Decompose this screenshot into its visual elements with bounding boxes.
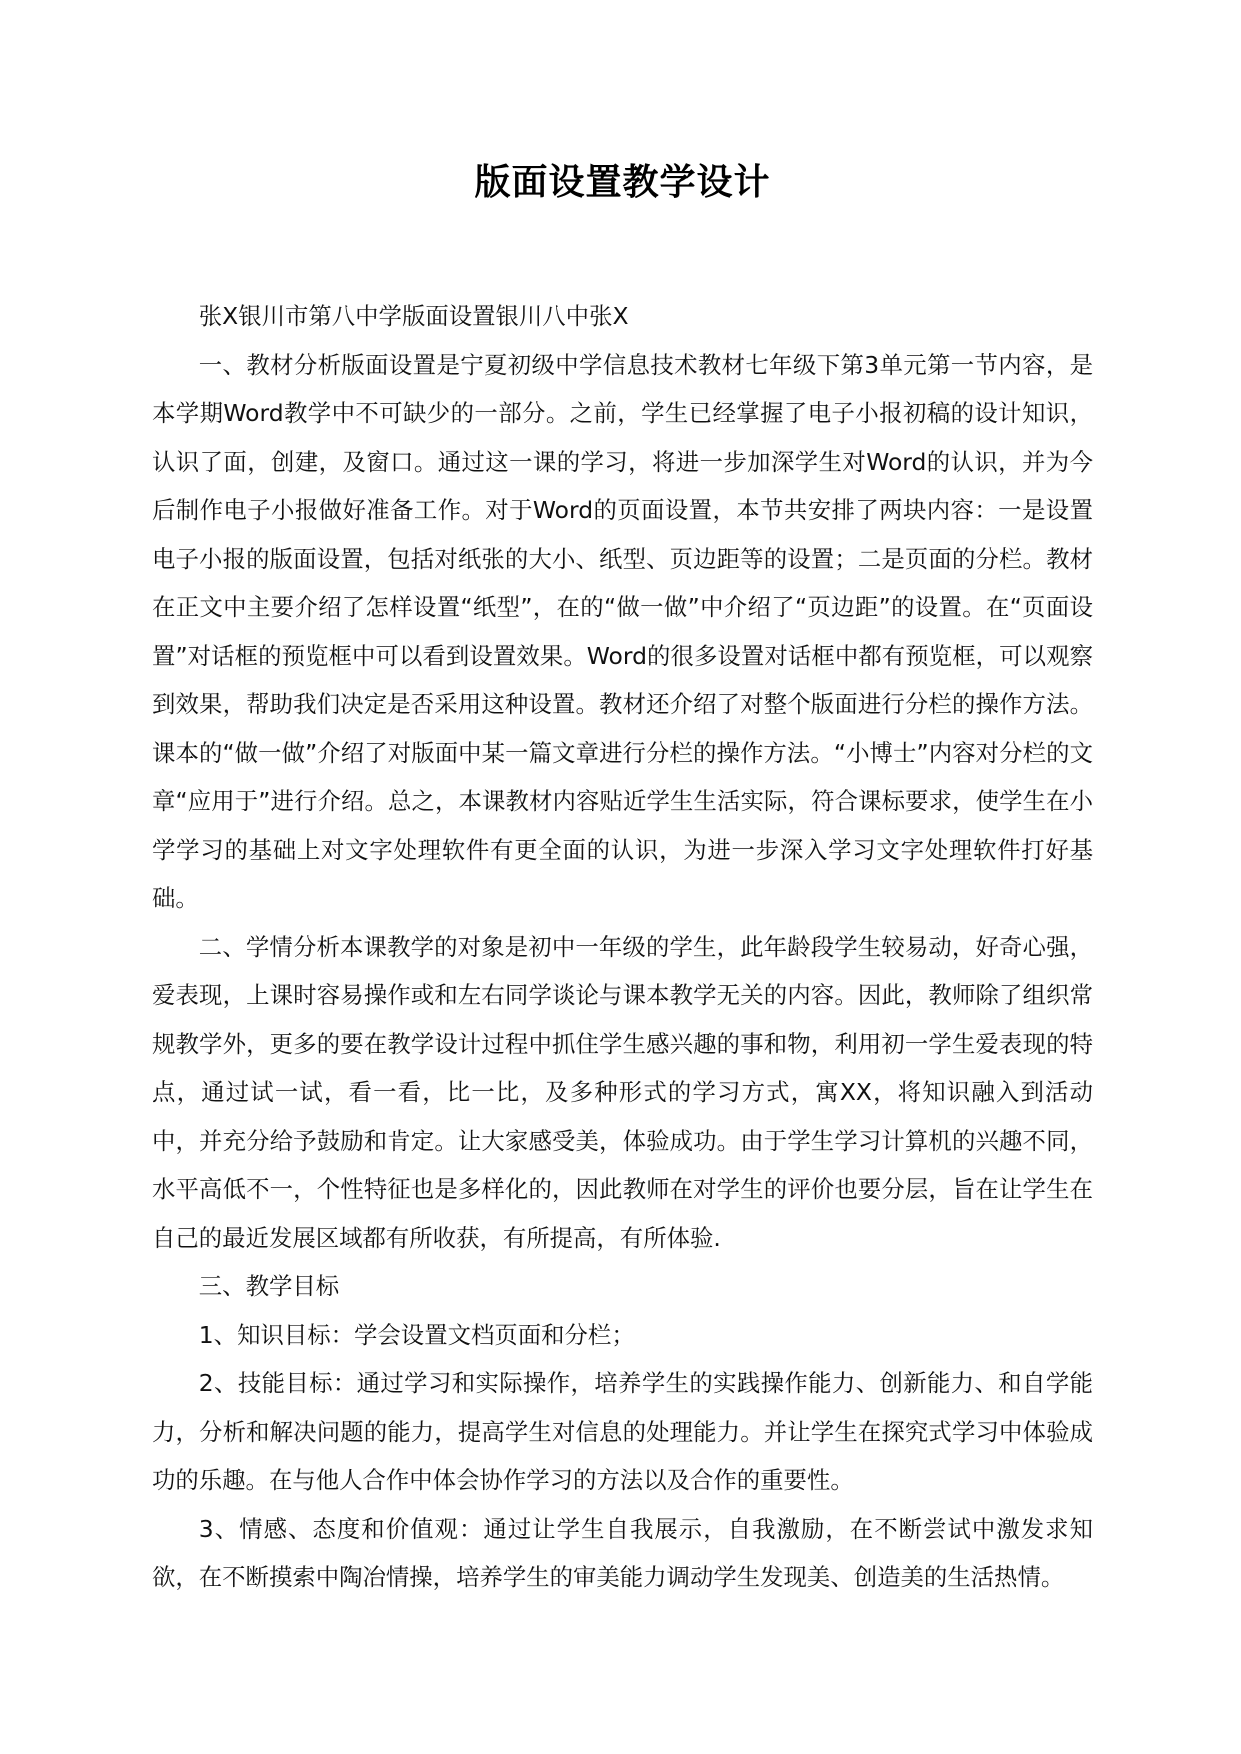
section-student-analysis: 二、学情分析本课教学的对象是初中一年级的学生，此年龄段学生较易动，好奇心强，爱表现，上课时容易操作或和左右同学谈论与课本教学无关的内容。因此，教师除了组织常规教学外，更多的要在教学设计过程中抓住学生感兴趣的事和物，利用初一学生爱表现的特点，通过试一试，看一看，比一比，及多种形式的学习方式，寓XX，将知识融入到活动中，并充分给予鼓励和肯定。让大家感受美，体验成功。由于学生学习计算机的兴趣不同，水平高低不一，个性特征也是多样化的，因此教师在对学生的评价也要分层，旨在让学生在自己的最近发展区域都有所收获，有所提高，有所体验. — [152, 932, 1093, 1252]
goal-skills: 2、技能目标：通过学习和实际操作，培养学生的实践操作能力、创新能力、和自学能力，分析和解决问题的能力，提高学生对信息的处理能力。并让学生在探究式学习中体验成功的乐趣。在与他人合作中体会协作学习的方法以及合作的重要性。 — [152, 1369, 1093, 1494]
author-line: 张X银川市第八中学版面设置银川八中张X — [198, 302, 629, 330]
goal-emotion-attitude-values: 3、情感、态度和价值观：通过让学生自我展示，自我激励，在不断尝试中激发求知欲，在不断摸索中陶冶情操，培养学生的审美能力调动学生发现美、创造美的生活热情。 — [152, 1514, 1093, 1591]
document-title: 版面设置教学设计 — [474, 162, 771, 203]
document-body — [152, 292, 1093, 1602]
goal-knowledge: 1、知识目标：学会设置文档页面和分栏； — [198, 1320, 635, 1349]
section-teaching-goals-heading: 三、教学目标 — [198, 1272, 340, 1300]
section-textbook-analysis: 一、教材分析版面设置是宁夏初级中学信息技术教材七年级下第3单元第一节内容，是本学期Word教学中不可缺少的一部分。之前，学生已经掌握了电子小报初稿的设计知识，认识了面，创建，及窗口。通过这一课的学习，将进一步加深学生对Word的认识，并为今后制作电子小报做好准备工作。对于Word的页面设置，本节共安排了两块内容：一是设置电子小报的版面设置，包括对纸张的大小、纸型、页边距等的设置；二是页面的分栏。教材在正文中主要介绍了怎样设置“纸型”，在的“做一做”中介绍了“页边距”的设置。在“页面设置”对话框的预览框中可以看到设置效果。Word的很多设置对话框中都有预览框，可以观察到效果，帮助我们决定是否采用这种设置。教材还介绍了对整个版面进行分栏的操作方法。课本的“做一做”介绍了对版面中某一篇文章进行分栏的操作方法。“小博士”内容对分栏的文章“应用于”进行介绍。总之，本课教材内容贴近学生生活实际，符合课标要求，使学生在小学学习的基础上对文字处理软件有更全面的认识，为进一步深入学习文字处理软件打好基础。 — [152, 350, 1093, 912]
